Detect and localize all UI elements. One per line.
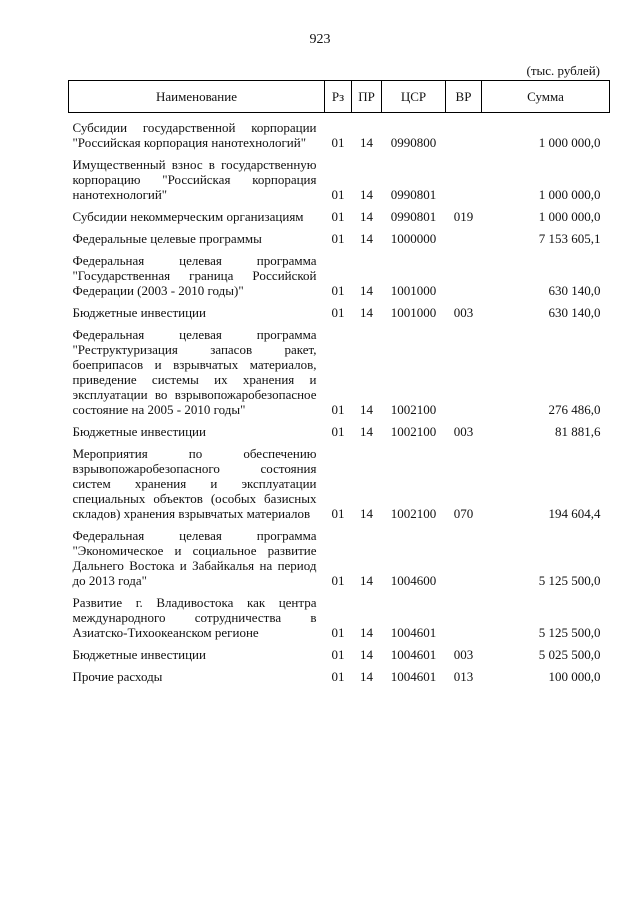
- cell-name: Мероприятия по обеспечению взрывопожаробезопасного состояния систем хранения и эксплуатации специальных объектов (особых базисных складов) хранения взрывчатых материалов: [72, 446, 317, 521]
- table-header: [69, 81, 610, 113]
- cell-pr: 14: [360, 187, 373, 202]
- cell-name: Субсидии государственной корпорации "Российская корпорация нанотехнологий": [72, 120, 317, 150]
- cell-rz: 01: [331, 135, 345, 150]
- cell-csr: 0990800: [390, 135, 437, 150]
- cell-csr: 1004601: [390, 625, 437, 640]
- cell-sum: 630 140,0: [548, 305, 601, 320]
- cell-sum: 1 000 000,0: [538, 209, 601, 224]
- table-row: [69, 113, 610, 151]
- cell-pr: 14: [360, 305, 373, 320]
- cell-vr: [446, 588, 482, 640]
- cell-pr: 14: [360, 669, 373, 684]
- header-vr: ВР: [446, 81, 482, 113]
- cell-vr: 070: [453, 506, 474, 521]
- cell-rz: 01: [331, 209, 345, 224]
- cell-vr: [446, 150, 482, 202]
- cell-csr: 1000000: [390, 231, 437, 246]
- cell-name: Федеральные целевые программы: [72, 231, 262, 246]
- cell-pr: 14: [360, 402, 373, 417]
- cell-rz: 01: [331, 625, 345, 640]
- cell-csr: 1001000: [390, 283, 437, 298]
- cell-vr: [446, 113, 482, 151]
- table-row: [69, 588, 610, 640]
- table-row: [69, 202, 610, 224]
- table-row: [69, 521, 610, 588]
- cell-rz: 01: [331, 305, 345, 320]
- cell-sum: 5 125 500,0: [538, 573, 601, 588]
- cell-name: Федеральная целевая программа "Государственная граница Российской Федерации (2003 - 2010 годы)": [72, 253, 317, 298]
- header-pr: ПР: [352, 81, 382, 113]
- cell-csr: 0990801: [390, 209, 437, 224]
- cell-rz: 01: [331, 283, 345, 298]
- cell-pr: 14: [360, 209, 373, 224]
- cell-csr: 1001000: [390, 305, 437, 320]
- cell-pr: 14: [360, 283, 373, 298]
- cell-vr: [446, 320, 482, 417]
- cell-sum: 100 000,0: [548, 669, 601, 684]
- cell-vr: 003: [453, 424, 474, 439]
- cell-rz: 01: [331, 669, 345, 684]
- cell-rz: 01: [331, 402, 345, 417]
- cell-rz: 01: [331, 231, 345, 246]
- cell-sum: 1 000 000,0: [538, 135, 601, 150]
- header-rz: Рз: [325, 81, 352, 113]
- cell-vr: 003: [453, 305, 474, 320]
- table-row: [69, 298, 610, 320]
- cell-pr: 14: [360, 135, 373, 150]
- cell-pr: 14: [360, 231, 373, 246]
- cell-sum: 276 486,0: [548, 402, 601, 417]
- cell-rz: 01: [331, 573, 345, 588]
- cell-sum: 194 604,4: [548, 506, 601, 521]
- budget-table: [68, 80, 610, 684]
- header-name: Наименование: [69, 81, 325, 113]
- cell-sum: 5 125 500,0: [538, 625, 601, 640]
- cell-name: Бюджетные инвестиции: [72, 424, 206, 439]
- table-row: [69, 662, 610, 684]
- cell-name: Прочие расходы: [72, 669, 163, 684]
- table-row: [69, 320, 610, 417]
- header-row: [69, 81, 610, 113]
- cell-csr: 1004601: [390, 669, 437, 684]
- table-body: [69, 113, 610, 685]
- cell-sum: 1 000 000,0: [538, 187, 601, 202]
- cell-name: Федеральная целевая программа "Реструктуризация запасов ракет, боеприпасов и взрывчатых материалов, приведение системы их хранения и эксплуатации во взрывопожаробезопасное состояние на 2005 - 2010 годы": [72, 327, 317, 417]
- table-row: [69, 150, 610, 202]
- cell-pr: 14: [360, 506, 373, 521]
- cell-name: Бюджетные инвестиции: [72, 305, 206, 320]
- table-row: [69, 640, 610, 662]
- table-row: [69, 417, 610, 439]
- units-label: (тыс. рублей): [526, 63, 600, 78]
- cell-sum: 81 881,6: [555, 424, 601, 439]
- cell-pr: 14: [360, 625, 373, 640]
- table-row: [69, 246, 610, 298]
- cell-rz: 01: [331, 424, 345, 439]
- page-number: 923: [309, 32, 331, 47]
- table-row: [69, 439, 610, 521]
- cell-pr: 14: [360, 573, 373, 588]
- cell-sum: 630 140,0: [548, 283, 601, 298]
- cell-vr: [446, 246, 482, 298]
- cell-vr: [446, 521, 482, 588]
- cell-name: Имущественный взнос в государственную корпорацию "Российская корпорация нанотехнологий": [72, 157, 317, 202]
- cell-csr: 1004601: [390, 647, 437, 662]
- cell-vr: 003: [453, 647, 474, 662]
- cell-name: Бюджетные инвестиции: [72, 647, 206, 662]
- cell-sum: 5 025 500,0: [538, 647, 601, 662]
- cell-rz: 01: [331, 506, 345, 521]
- cell-csr: 0990801: [390, 187, 437, 202]
- cell-vr: [446, 224, 482, 246]
- table-row: [69, 224, 610, 246]
- cell-pr: 14: [360, 647, 373, 662]
- cell-rz: 01: [331, 647, 345, 662]
- cell-csr: 1002100: [390, 424, 437, 439]
- cell-csr: 1004600: [390, 573, 437, 588]
- budget-table-container: [68, 80, 609, 684]
- cell-name: Федеральная целевая программа "Экономическое и социальное развитие Дальнего Востока и Забайкалья на период до 2013 года": [72, 528, 317, 588]
- cell-pr: 14: [360, 424, 373, 439]
- cell-csr: 1002100: [390, 506, 437, 521]
- cell-vr: 019: [453, 209, 474, 224]
- cell-vr: 013: [453, 669, 474, 684]
- cell-name: Развитие г. Владивостока как центра международного сотрудничества в Азиатско-Тихоокеанском регионе: [72, 595, 317, 640]
- cell-sum: 7 153 605,1: [538, 231, 601, 246]
- cell-rz: 01: [331, 187, 345, 202]
- header-csr: ЦСР: [382, 81, 446, 113]
- cell-csr: 1002100: [390, 402, 437, 417]
- header-sum: Сумма: [482, 81, 610, 113]
- cell-name: Субсидии некоммерческим организациям: [72, 209, 304, 224]
